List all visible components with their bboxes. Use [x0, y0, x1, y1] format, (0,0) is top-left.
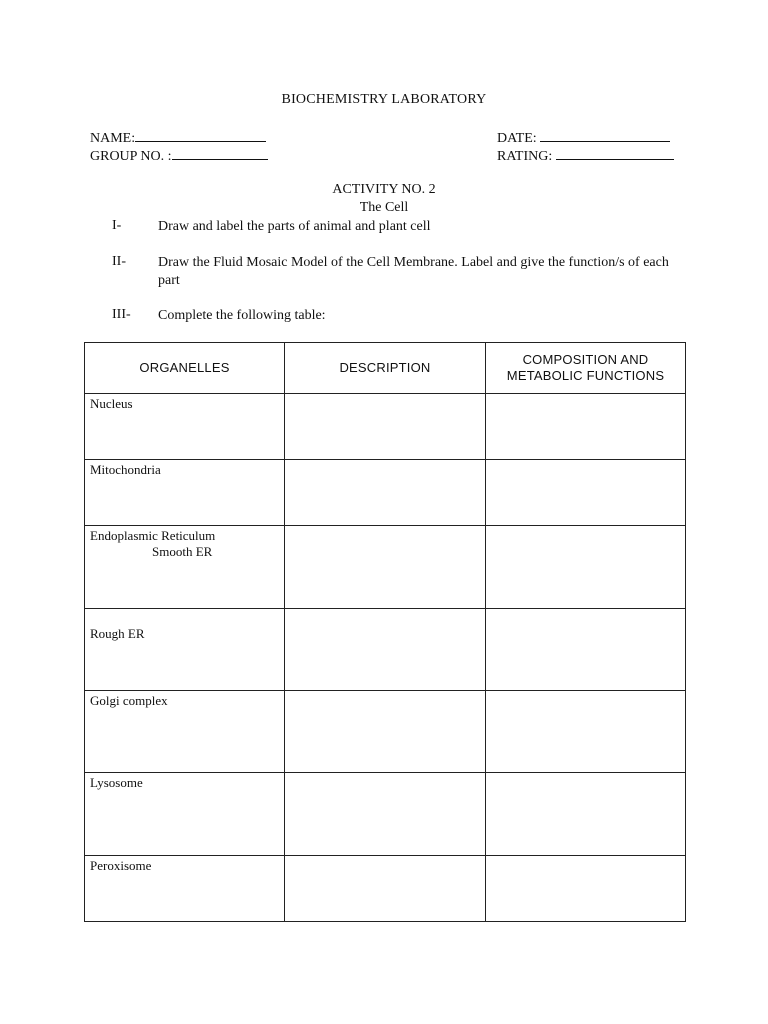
table-row [85, 773, 686, 856]
composition-cell[interactable] [486, 773, 686, 856]
name-label: NAME: [90, 131, 136, 146]
column-header-organelles: ORGANELLES [85, 343, 285, 394]
organelle-cell [85, 691, 285, 773]
organelle-name: Nucleus [90, 396, 133, 411]
rating-field [497, 147, 674, 165]
date-label: DATE: [497, 131, 537, 146]
activity-subtitle: The Cell [359, 200, 409, 215]
group-field [90, 147, 268, 165]
table-row [85, 609, 686, 691]
table-row [85, 460, 686, 526]
description-cell[interactable] [285, 691, 486, 773]
organelle-cell [85, 526, 285, 609]
instruction-text: Draw and label the parts of animal and plant cell [158, 219, 431, 234]
activity-title: ACTIVITY NO. 2 [332, 182, 436, 197]
table-row [85, 691, 686, 773]
table-row [85, 856, 686, 922]
organelle-cell [85, 460, 285, 526]
name-field [90, 129, 266, 147]
organelle-name: Lysosome [90, 775, 143, 790]
column-header-composition-text: COMPOSITION AND METABOLIC FUNCTIONS [506, 352, 665, 383]
rating-blank-line[interactable] [556, 147, 674, 160]
organelle-name-group [85, 526, 284, 560]
table-row [85, 526, 686, 609]
table-header-row [85, 343, 686, 394]
organelle-name: Peroxisome [90, 858, 152, 873]
date-field [497, 129, 670, 147]
instruction-number: I- [112, 218, 122, 233]
composition-cell[interactable] [486, 460, 686, 526]
name-blank-line[interactable] [135, 129, 266, 142]
group-label: GROUP NO. : [90, 149, 172, 164]
organelle-cell [85, 609, 285, 691]
description-cell[interactable] [285, 773, 486, 856]
description-cell[interactable] [285, 526, 486, 609]
table-row [85, 394, 686, 460]
instruction-number: III- [112, 307, 131, 322]
composition-cell[interactable] [486, 856, 686, 922]
instruction-text: Draw the Fluid Mosaic Model of the Cell Membrane. Label and give the function/s of each part [158, 255, 669, 288]
description-cell[interactable] [285, 609, 486, 691]
instruction-number: II- [112, 254, 126, 269]
organelle-name: Endoplasmic Reticulum [90, 528, 216, 543]
organelle-table [84, 342, 686, 922]
description-cell[interactable] [285, 394, 486, 460]
group-blank-line[interactable] [172, 147, 268, 160]
column-header-description: DESCRIPTION [285, 343, 486, 394]
composition-cell[interactable] [486, 526, 686, 609]
composition-cell[interactable] [486, 609, 686, 691]
instruction-text: Complete the following table: [158, 308, 326, 323]
composition-cell[interactable] [486, 394, 686, 460]
organelle-name: Mitochondria [90, 462, 161, 477]
page-title: BIOCHEMISTRY LABORATORY [281, 92, 487, 107]
organelle-cell [85, 394, 285, 460]
description-cell[interactable] [285, 460, 486, 526]
rating-label: RATING: [497, 149, 553, 164]
organelle-name: Golgi complex [90, 693, 168, 708]
column-header-composition [486, 343, 686, 394]
organelle-cell [85, 773, 285, 856]
organelle-cell [85, 856, 285, 922]
organelle-subname: Smooth ER [152, 544, 213, 559]
composition-cell[interactable] [486, 691, 686, 773]
organelle-name: Rough ER [90, 626, 145, 641]
description-cell[interactable] [285, 856, 486, 922]
date-blank-line[interactable] [540, 129, 670, 142]
